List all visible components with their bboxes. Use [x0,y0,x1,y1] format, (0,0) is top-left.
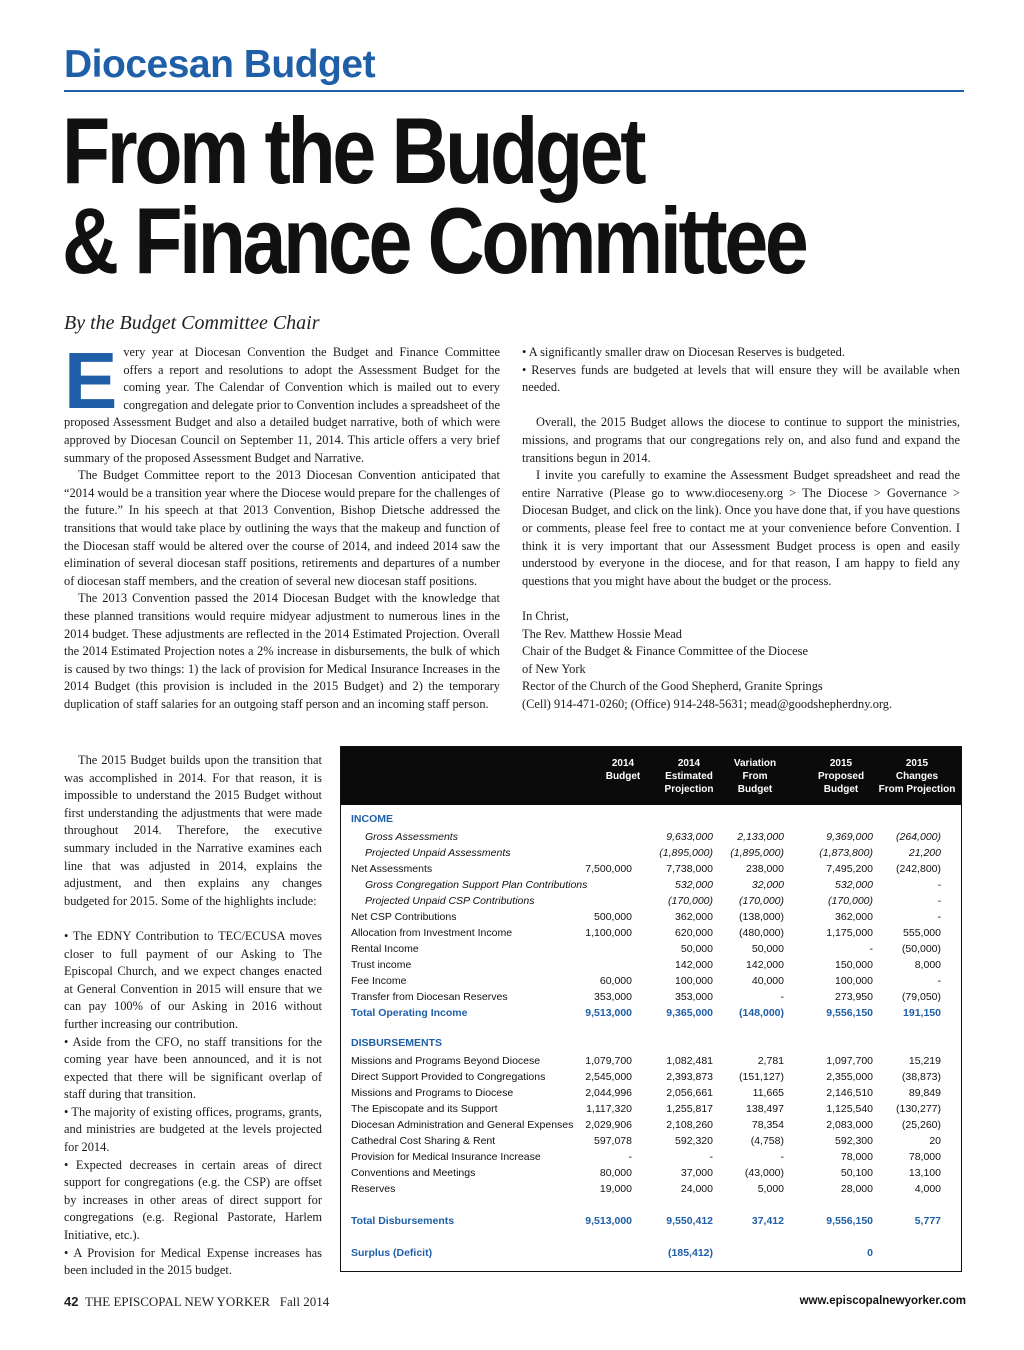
cell-value: (38,873) [901,1071,941,1083]
cell-value: 1,175,000 [826,927,873,939]
page-number: 42 [64,1294,79,1309]
row-label: Diocesan Administration and General Expenses [351,1119,574,1131]
table-row [341,909,961,925]
cell-value: - [937,911,941,923]
highlight-bullet: • The EDNY Contribution to TEC/ECUSA moves closer to full payment of our Asking to The Episcopal Church, and we expect changes enacted at General Convention in 2015 will ensure that we can pay 100% of our Asking in 2016 without further increasing our contribution. [64,928,322,1031]
headline-line-1: From the Budget [62,98,644,203]
article-paragraph: Every year at Diocesan Convention the Budget and Finance Committee offers a report and resolutions to adopt the Assessment Budget for the coming year. The Calendar of Convention which is mailed out to every congregation and delegate prior to Convention includes a spreadsheet of the proposed Assessment Budget and also a detailed budget narrative, both of which were approved by Diocesan Council on September 11, 2014. This article offers a very brief summary of the proposed Assessment Budget and Narrative. [64,336,500,465]
cell-value: - [869,943,873,955]
cell-value: - [628,1151,632,1163]
cell-value: 9,633,000 [666,831,713,843]
table-row [341,861,961,877]
cell-value: 2,781 [757,1055,784,1067]
cell-value: 2,108,260 [666,1119,713,1131]
cell-value: 40,000 [751,975,784,987]
footer-url[interactable]: www.episcopalnewyorker.com [799,1295,966,1307]
highlight-bullet: • A Provision for Medical Expense increases has been included in the 2015 budget. [64,1245,322,1278]
cell-value: 142,000 [746,959,784,971]
table-row [341,877,961,893]
row-label: The Episcopate and its Support [351,1103,498,1115]
surplus-row [341,1245,961,1261]
cell-value: 0 [867,1247,873,1259]
row-label: Cathedral Cost Sharing & Rent [351,1135,496,1147]
row-label: Allocation from Investment Income [351,927,513,939]
cell-value: (25,260) [901,1119,941,1131]
cell-value: (264,000) [896,831,941,843]
closing: In Christ, [522,608,569,623]
row-label: Fee Income [351,975,407,987]
article-paragraph: The Budget Committee report to the 2013 Diocesan Convention anticipated that “2014 would be a transition year where the Diocese would prepare for the challenges of the future.” In his speech at that 2013 Convention, Bishop Dietsche addressed the transitions that would take place by outlining the ways that the makeup and function of the Diocesan staff would be altered over the course of 2014, and indeed 2014 saw the elimination of several diocesan staff positions, retirements and departures of a number of diocesan staff members, and the creation of several new diocesan staff positions. [64,468,500,588]
article-paragraph: Overall, the 2015 Budget allows the diocese to continue to support the ministries, missions, and programs that our congregations rely on, and also fund and expand the transitions begun in 2014. [522,415,960,465]
signature-parish: Rector of the Church of the Good Shepherd, Granite Springs [522,679,823,694]
cell-value: (1,873,800) [819,847,873,859]
highlight-bullet: • Aside from the CFO, no staff transitions for the coming year have been announced, and it is not expected that there will be significant overlap of staff during that transition. [64,1034,322,1102]
cell-value: 9,513,000 [585,1007,632,1019]
cell-value: 150,000 [835,959,873,971]
budget-table [340,746,962,1272]
table-row [341,893,961,909]
section-header [64,40,964,92]
cell-value: 60,000 [599,975,632,987]
cell-value: 50,100 [840,1167,873,1179]
cell-value: 7,495,200 [826,863,873,875]
cell-value: 78,000 [908,1151,941,1163]
table-row [341,829,961,845]
cell-value: 100,000 [835,975,873,987]
cell-value: (1,895,000) [659,847,713,859]
footer-publication [64,1294,329,1310]
cell-value: 7,500,000 [585,863,632,875]
row-label: Reserves [351,1183,396,1195]
income-section-label: INCOME [351,813,393,825]
total-operating-income-row [341,1005,961,1021]
row-label: Projected Unpaid Assessments [365,847,511,859]
cell-value: (480,000) [739,927,784,939]
column-header: Variation From Budget [733,758,777,795]
cell-value: 142,000 [675,959,713,971]
cell-value: 362,000 [675,911,713,923]
cell-value: 9,550,412 [666,1215,713,1227]
table-row [341,1181,961,1197]
cell-value: 89,849 [908,1087,941,1099]
article-paragraph: I invite you carefully to examine the Assessment Budget spreadsheet and read the entire Narrative (Please go to www.dioceseny.org > The Diocese > Governance > Diocesan Budget, and click on the link). Once you have done that, if you have questions or comments, please feel free to contact me at your convenience before Convention. I think it is very important that our Assessment Budget process is open and easily understood by everyone in the diocese, and for that reason, I am happy to field any questions that you might have about the budget or the process. [522,468,960,588]
article-paragraph: The 2013 Convention passed the 2014 Diocesan Budget with the knowledge that these planned transitions would require midyear adjustment to numerous lines in the 2014 budget. These adjustments are reflected in the 2014 Estimated Projection. Overall the 2014 Estimated Projection notes a 2% increase in disbursements, the bulk of which is caused by two things: 1) the lack of provision for Medical Insurance Increases in the 2014 Budget (this provision is included in the 2015 Budget) and 2) the temporary duplication of staff salaries for an outgoing staff person and an incoming staff person. [64,591,500,711]
cell-value: 100,000 [675,975,713,987]
cell-value: 273,950 [835,991,873,1003]
highlight-bullet: • Reserves funds are budgeted at levels that will ensure they will be available when needed. [522,362,960,395]
cell-value: 37,000 [680,1167,713,1179]
cell-value: 80,000 [599,1167,632,1179]
cell-value: (43,000) [744,1167,784,1179]
cell-value: (1,895,000) [730,847,784,859]
cell-value: (242,800) [896,863,941,875]
row-label: Net Assessments [351,863,433,875]
cell-value: (79,050) [901,991,941,1003]
cell-value: 1,082,481 [666,1055,713,1067]
cell-value: 353,000 [594,991,632,1003]
cell-value: 9,365,000 [666,1007,713,1019]
total-disbursements-row [341,1213,961,1229]
cell-value: 555,000 [903,927,941,939]
highlight-bullet: • A significantly smaller draw on Diocesan Reserves is budgeted. [522,345,845,359]
cell-value: 2,044,996 [585,1087,632,1099]
cell-value: 1,125,540 [826,1103,873,1115]
row-label: Total Operating Income [351,1007,468,1019]
cell-value: 1,079,700 [585,1055,632,1067]
cell-value: 78,354 [751,1119,784,1131]
cell-value: 15,219 [908,1055,941,1067]
section-title: Diocesan Budget [64,43,376,86]
row-label: Total Disbursements [351,1215,455,1227]
cell-value: 9,556,150 [826,1215,873,1227]
cell-value: 24,000 [680,1183,713,1195]
table-row [341,1165,961,1181]
cell-value: 50,000 [680,943,713,955]
cell-value: 2,133,000 [737,831,784,843]
signature-title: of New York [522,661,586,676]
table-row [341,1053,961,1069]
cell-value: 13,100 [908,1167,941,1179]
cell-value: 7,738,000 [666,863,713,875]
table-row [341,957,961,973]
column-header: 2014 Estimated Projection [664,758,714,795]
highlight-bullet: • The majority of existing offices, programs, grants, and ministries are budgeted at the levels projected for 2014. [64,1104,322,1155]
cell-value: 532,000 [835,879,873,891]
cell-value: 21,200 [908,847,941,859]
cell-value: 78,000 [840,1151,873,1163]
cell-value: (170,000) [668,895,713,907]
cell-value: 9,513,000 [585,1215,632,1227]
cell-value: 238,000 [746,863,784,875]
cell-value: - [937,879,941,891]
row-label: Gross Congregation Support Plan Contributions [365,879,588,891]
cell-value: 2,393,873 [666,1071,713,1083]
headline [62,98,818,293]
signature-title: Chair of the Budget & Finance Committee of the Diocese [522,644,808,659]
cell-value: 9,369,000 [826,831,873,843]
byline: By the Budget Committee Chair [64,312,320,334]
cell-value: 532,000 [675,879,713,891]
cell-value: 20 [929,1135,941,1147]
cell-value: 5,777 [914,1215,941,1227]
table-row [341,1085,961,1101]
cell-value: (4,758) [750,1135,784,1147]
cell-value: 592,300 [835,1135,873,1147]
row-label: Missions and Programs Beyond Diocese [351,1055,541,1067]
issue: Fall 2014 [279,1294,330,1309]
cell-value: 500,000 [594,911,632,923]
article-column-left-bottom [64,752,322,1280]
cell-value: 592,320 [675,1135,713,1147]
article-paragraph: The 2015 Budget builds upon the transition that was accomplished in 2014. For that reason, it is impossible to understand the 2015 Budget without first understanding the adjustments that were made throughout 2014. Therefore, the executive summary included in the Narrative examines each line that was adjusted in 2014, explains the adjustment, and then explains any changes budgeted for 2015. Some of the highlights include: [64,753,322,908]
cell-value: 1,097,700 [826,1055,873,1067]
cell-value: 191,150 [903,1007,941,1019]
cell-value: 2,029,906 [585,1119,632,1131]
column-header: 2014 Budget [605,758,641,782]
table-row [341,989,961,1005]
cell-value: 2,056,661 [666,1087,713,1099]
signature-contact: (Cell) 914-471-0260; (Office) 914-248-5631; mead@goodshepherdny.org. [522,696,893,711]
table-row [341,973,961,989]
row-label: Direct Support Provided to Congregations [351,1071,546,1083]
row-label: Net CSP Contributions [351,911,457,923]
table-row [341,1149,961,1165]
table-row [341,1101,961,1117]
cell-value: 2,083,000 [826,1119,873,1131]
cell-value: 37,412 [751,1215,784,1227]
cell-value: 4,000 [914,1183,941,1195]
table-row [341,1117,961,1133]
publication-name: THE EPISCOPAL NEW YORKER [84,1294,270,1309]
row-label: Rental Income [351,943,419,955]
cell-value: 8,000 [914,959,941,971]
cell-value: 2,146,510 [826,1087,873,1099]
cell-value: 9,556,150 [826,1007,873,1019]
signature-name: The Rev. Matthew Hossie Mead [522,626,682,641]
table-row [341,1069,961,1085]
cell-value: 597,078 [594,1135,632,1147]
cell-value: 28,000 [840,1183,873,1195]
article-column-left-top [64,336,500,713]
cell-value: 362,000 [835,911,873,923]
cell-value: 5,000 [757,1183,784,1195]
table-header [341,747,961,805]
column-header: 2015 Changes From Projection [878,758,956,795]
row-label: Surplus (Deficit) [351,1247,433,1259]
cell-value: (185,412) [668,1247,713,1259]
table-row [341,845,961,861]
row-label: Gross Assessments [365,831,458,843]
cell-value: - [709,1151,713,1163]
cell-value: 353,000 [675,991,713,1003]
table-row [341,941,961,957]
column-header: 2015 Proposed Budget [817,758,865,795]
cell-value: (151,127) [739,1071,784,1083]
cell-value: (170,000) [828,895,873,907]
article-column-right [522,344,960,713]
table-row [341,925,961,941]
cell-value: (170,000) [739,895,784,907]
row-label: Conventions and Meetings [351,1167,476,1179]
cell-value: 1,255,817 [666,1103,713,1115]
row-label: Projected Unpaid CSP Contributions [365,895,535,907]
cell-value: 138,497 [746,1103,784,1115]
headline-line-2: & Finance Committee [62,188,806,293]
cell-value: 1,117,320 [586,1103,632,1115]
cell-value: - [780,1151,784,1163]
cell-value: 1,100,000 [585,927,632,939]
drop-cap: E [64,336,118,425]
cell-value: (50,000) [901,943,941,955]
row-label: Missions and Programs to Diocese [351,1087,514,1099]
cell-value: 50,000 [751,943,784,955]
highlight-bullet: • Expected decreases in certain areas of direct support for congregations (e.g. the CSP) are offset by increases in other areas of direct support for congregations (e.g. Regional Pastorate, Harlem Initiative, etc.). [64,1157,322,1243]
cell-value: 11,665 [752,1087,784,1099]
cell-value: 19,000 [599,1183,632,1195]
cell-value: 32,000 [751,879,784,891]
row-label: Transfer from Diocesan Reserves [351,991,508,1003]
row-label: Trust income [351,959,412,971]
cell-value: 620,000 [675,927,713,939]
cell-value: - [780,991,784,1003]
cell-value: (148,000) [739,1007,784,1019]
disbursements-section-label: DISBURSEMENTS [351,1037,443,1049]
cell-value: 2,355,000 [826,1071,873,1083]
cell-value: - [937,975,941,987]
cell-value: (130,277) [896,1103,941,1115]
row-label: Provision for Medical Insurance Increase [351,1151,541,1163]
table-row [341,1133,961,1149]
cell-value: (138,000) [739,911,784,923]
cell-value: 2,545,000 [585,1071,632,1083]
cell-value: - [937,895,941,907]
